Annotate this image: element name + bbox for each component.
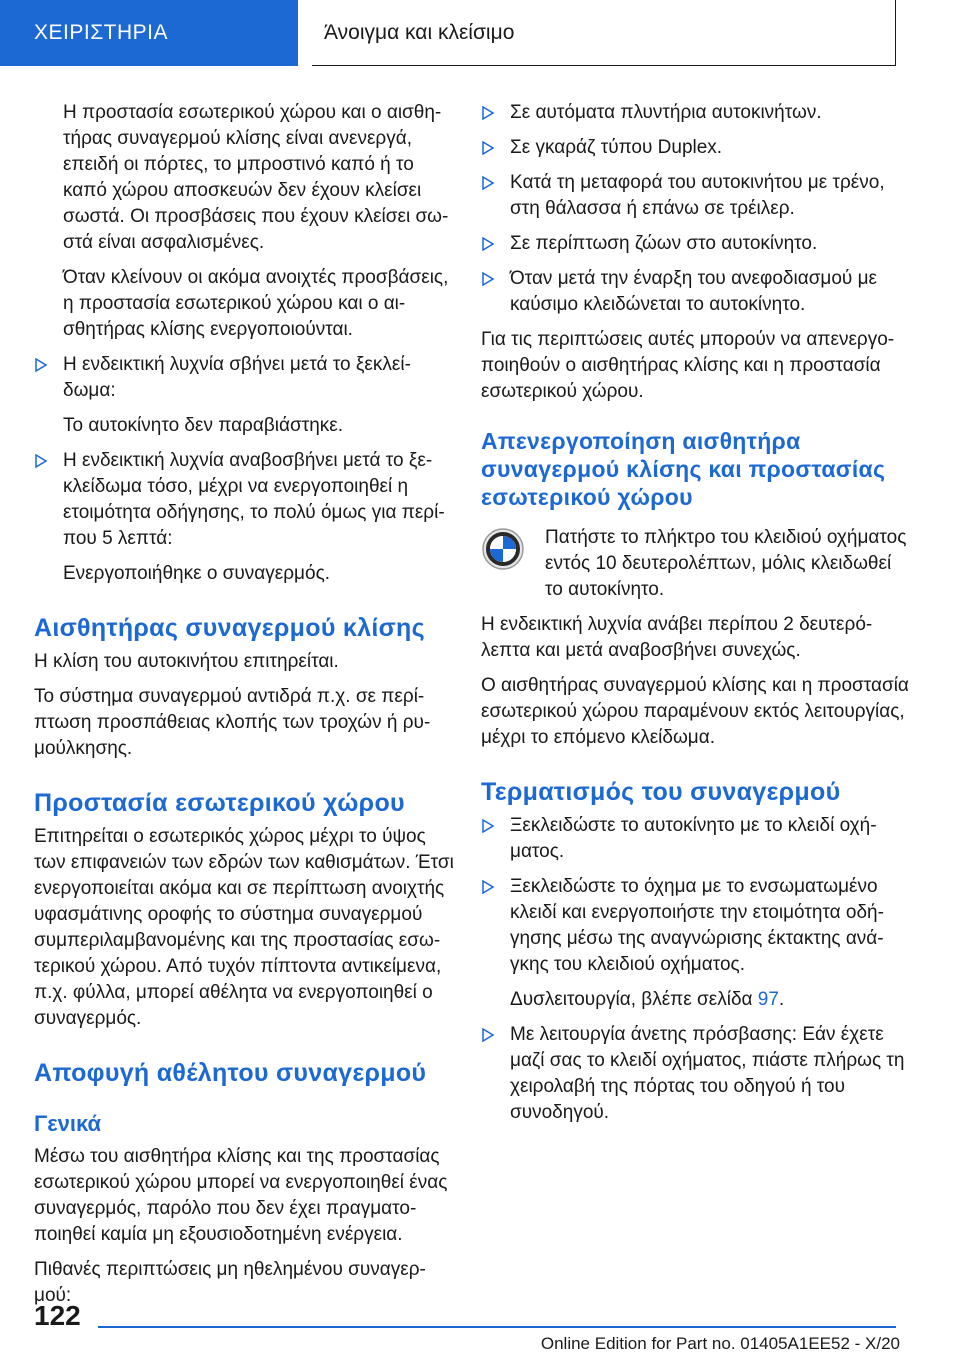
list-item-text: Σε περίπτωση ζώων στο αυτοκίνητο. [510,233,818,254]
general-paragraph-1: Μέσω του αισθητήρα κλίσης και της προστασίας εσωτερικού χώρου μπορεί να ενεργοποιηθεί ένας συναγερμός, παρόλο που δεν έχει πραγματοποιηθεί καμία μη εξουσιοδοτημένη ενέργεια. [34,1146,448,1245]
triangle-bullet-icon [481,819,495,833]
intro-paragraph-1: Η προστασία εσωτερικού χώρου και ο αισθητήρας συναγερμού κλίσης είναι ανενεργά, επειδή οι πόρτες, το μπροστινό καπό ή το καπό χώρου αποσκευών δεν έχουν κλείσει σωστά. Οι προσβάσεις που έχουν κλείσει σωστά είναι ασφαλισμένες. [63,102,449,253]
list-item [481,231,911,257]
list-item-text: Ξεκλειδώστε το όχημα με το ενσωματωμένο κλειδί και ενεργοποιήστε την ετοιμότητα οδήγησης μέσω της αναγνώρισης έκτακτης ανάγκης του κλειδιού οχήματος. [510,876,884,975]
heading-general: Γενικά [34,1111,102,1136]
intro-paragraph-2: Όταν κλείνουν οι ακόμα ανοιχτές προσβάσεις, η προστασία εσωτερικού χώρου και ο αισθητήρας κλίσης ενεργοποιούνται. [63,267,449,340]
chapter-title: Άνοιγμα και κλείσιμο [324,20,515,44]
chapter-title-box [312,0,896,66]
right-column [481,100,911,1135]
section-tab [0,0,298,66]
triangle-bullet-icon [481,106,495,120]
triangle-bullet-icon [481,880,495,894]
edition-note: Online Edition for Part no. 01405A1EE52 - X/20 [540,1334,900,1353]
list-item [481,100,911,126]
triangle-bullet-icon [34,358,48,372]
key-instruction-text: Πατήστε το πλήκτρο του κλειδιού οχήματος εντός 10 δευτερολέπτων, μόλις κλειδωθεί το αυτοκίνητο. [545,527,907,600]
heading-deactivate: Απενεργοποίηση αισθητήρα συναγερμού κλίσης και προστασίας εσωτερικού χώρου [481,428,886,510]
list-item [481,135,911,161]
heading-interior-protection: Προστασία εσωτερικού χώρου [34,789,405,817]
list-item-text: Ξεκλειδώστε το αυτοκίνητο με το κλειδί οχήματος. [510,815,877,862]
list-item [481,874,911,1013]
tilt-paragraph-2: Το σύστημα συναγερμού αντιδρά π.χ. σε περίπτωση προσπάθειας κλοπής των τροχών ή ρυμούλκησης. [34,686,431,759]
disable-paragraph: Για τις περιπτώσεις αυτές μπορούν να απενεργοποιηθούν ο αισθητήρας κλίσης και η προστασία εσωτερικού χώρου. [481,329,895,402]
section-label: ΧΕΙΡΙΣΤΗΡΙΑ [34,21,169,44]
heading-avoid-false-alarm: Αποφυγή αθέλητου συναγερμού [34,1059,427,1087]
triangle-bullet-icon [481,272,495,286]
page-reference-link[interactable]: 97 [757,989,779,1010]
key-instruction [481,525,911,603]
list-item-text: Με λειτουργία άνετης πρόσβασης: Εάν έχετε μαζί σας το κλειδί οχήματος, πιάστε πλήρως τη χειρολαβή της πόρτας του οδηγού ή του συνοδηγού. [510,1024,905,1123]
interior-paragraph: Επιτηρείται ο εσωτερικός χώρος μέχρι το ύψος των επιφανειών των εδρών των καθισμάτων. Έτσι ενεργοποιείται ακόμα και σε περίπτωση ανοιχτής υφασμάτινης οροφής το σύστημα συναγερμού συμπεριλαμβανομένης και της προστασίας εσωτερικού χώρου. Από τυχόν πίπτοντα αντικείμενα, π.χ. φύλλα, μπορεί αθέλητα να ενεργοποιηθεί ο συναγερμός. [34,826,454,1029]
triangle-bullet-icon [481,237,495,251]
heading-tilt-sensor: Αισθητήρας συναγερμού κλίσης [34,614,425,642]
lamp-paragraph: Η ενδεικτική λυχνία ανάβει περίπου 2 δευτερόλεπτα και μετά αναβοσβήνει συνεχώς. [481,614,873,661]
cross-reference-text: Δυσλειτουργία, βλέπε σελίδα [510,989,758,1010]
triangle-bullet-icon [481,176,495,190]
heading-end-alarm: Τερματισμός του συναγερμού [481,778,841,806]
list-item-text: Σε γκαράζ τύπου Duplex. [510,137,723,158]
list-item-subtext: Το αυτοκίνητο δεν παραβιάστηκε. [63,415,344,436]
list-item [481,170,911,222]
general-paragraph-2: Πιθανές περιπτώσεις μη ηθελημένου συναγερμού: [34,1259,426,1306]
tilt-paragraph-1: Η κλίση του αυτοκινήτου επιτηρείται. [34,651,339,672]
list-item [481,1022,911,1126]
cross-reference-end: . [778,989,785,1010]
list-item-subtext: Ενεργοποιήθηκε ο συναγερμός. [63,563,331,584]
triangle-bullet-icon [34,454,48,468]
list-item-text: Σε αυτόματα πλυντήρια αυτοκινήτων. [510,102,822,123]
left-column [34,100,454,1318]
page-number: 122 [34,1300,81,1331]
triangle-bullet-icon [481,141,495,155]
triangle-bullet-icon [481,1028,495,1042]
list-item [481,813,911,865]
list-item-subtext [510,987,911,1013]
list-item-text: Όταν μετά την έναρξη του ανεφοδιασμού με καύσιμο κλειδώνεται το αυτοκίνητο. [510,268,878,315]
page-header [0,0,960,68]
inactive-paragraph: Ο αισθητήρας συναγερμού κλίσης και η προστασία εσωτερικού χώρου παραμένουν εκτός λειτουργίας, μέχρι το επόμενο κλείδωμα. [481,675,909,748]
list-item [34,448,454,587]
list-item-text: Η ενδεικτική λυχνία σβήνει μετά το ξεκλείδωμα: [63,354,411,401]
list-item-text: Η ενδεικτική λυχνία αναβοσβήνει μετά το ξεκλείδωμα τόσο, μέχρι να ενεργοποιηθεί η ετοιμότητα οδήγησης, το πολύ όμως για περίπου 5 λεπτά: [63,450,445,549]
list-item [34,352,454,439]
list-item-text: Κατά τη μεταφορά του αυτοκινήτου με τρένο, στη θάλασσα ή επάνω σε τρέιλερ. [510,172,885,219]
bmw-key-lock-icon [481,527,525,571]
list-item [481,266,911,318]
footer-divider [98,1326,896,1328]
